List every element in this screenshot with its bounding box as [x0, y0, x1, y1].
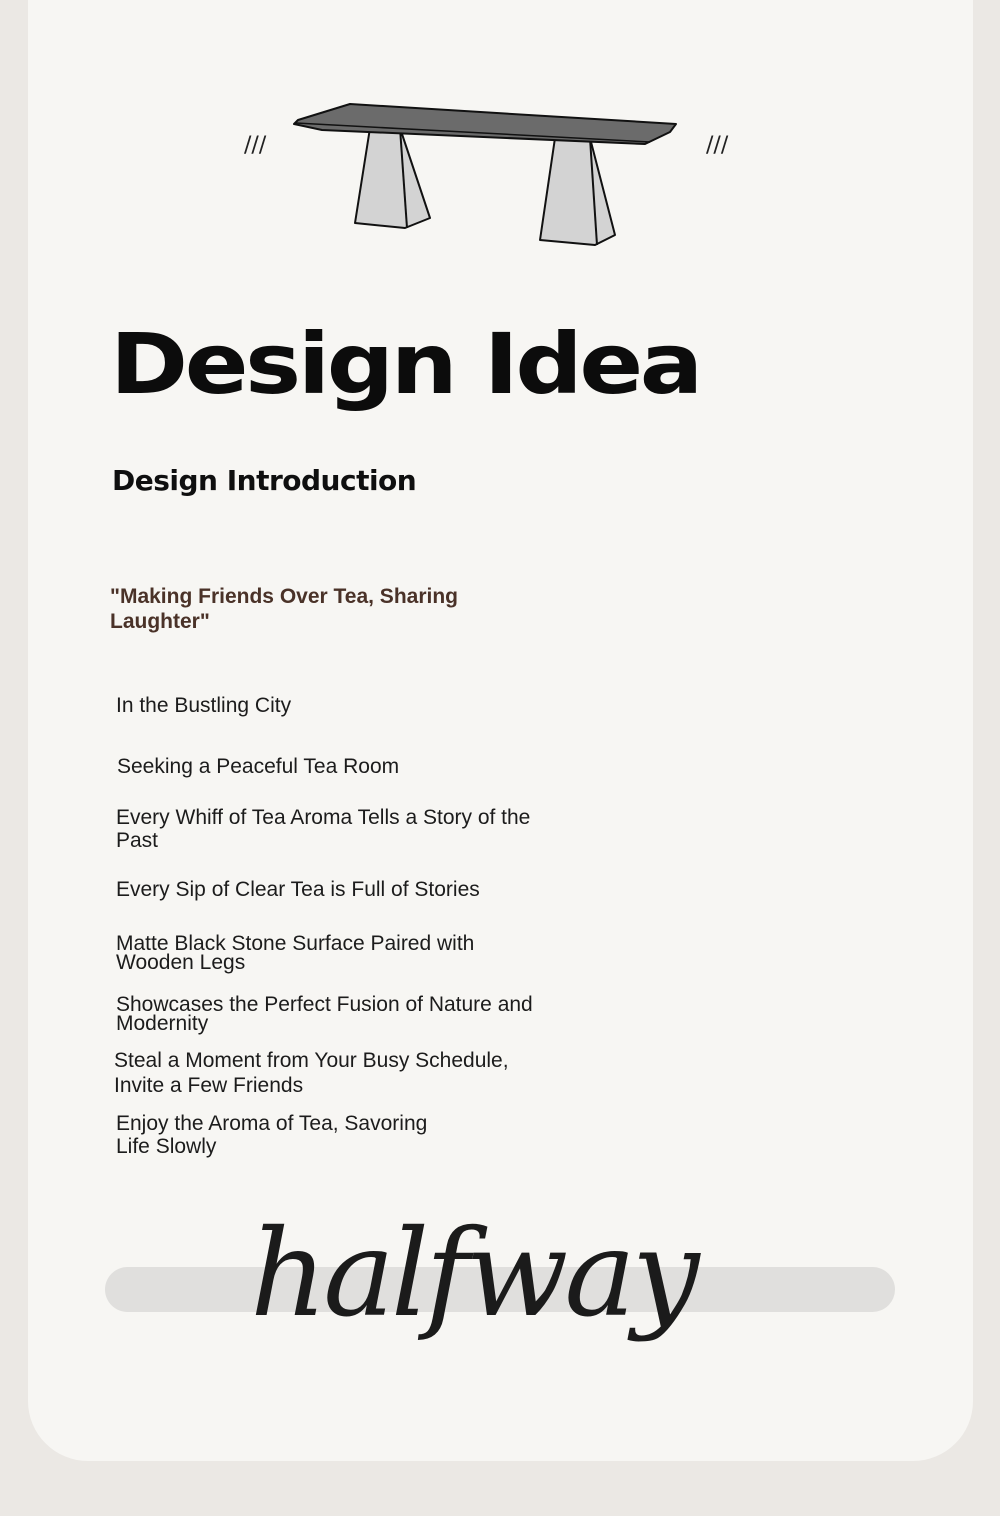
description-line: Matte Black Stone Surface Paired with Wooden Legs — [116, 932, 475, 974]
section-subtitle: Design Introduction — [112, 464, 417, 497]
description-line: Every Sip of Clear Tea is Full of Stories — [116, 878, 480, 901]
description-line: Every Whiff of Tea Aroma Tells a Story of the Past — [116, 806, 531, 852]
description-line: Showcases the Perfect Fusion of Nature and Modernity — [116, 993, 533, 1035]
signature-logo — [240, 1205, 740, 1385]
motion-marks-left: /// — [244, 133, 267, 158]
motion-marks-right: /// — [706, 133, 729, 158]
tea-table-illustration — [230, 90, 760, 260]
description-line: Steal a Moment from Your Busy Schedule, Invite a Few Friends — [114, 1049, 509, 1097]
description-line: Seeking a Peaceful Tea Room — [117, 755, 400, 778]
description-line: In the Bustling City — [116, 694, 292, 717]
page-title: Design Idea — [110, 315, 700, 413]
signature-text: halfway — [250, 1205, 696, 1344]
quote-text: "Making Friends Over Tea, Sharing Laughter" — [110, 585, 458, 633]
description-line: Enjoy the Aroma of Tea, Savoring Life Slowly — [116, 1112, 428, 1158]
